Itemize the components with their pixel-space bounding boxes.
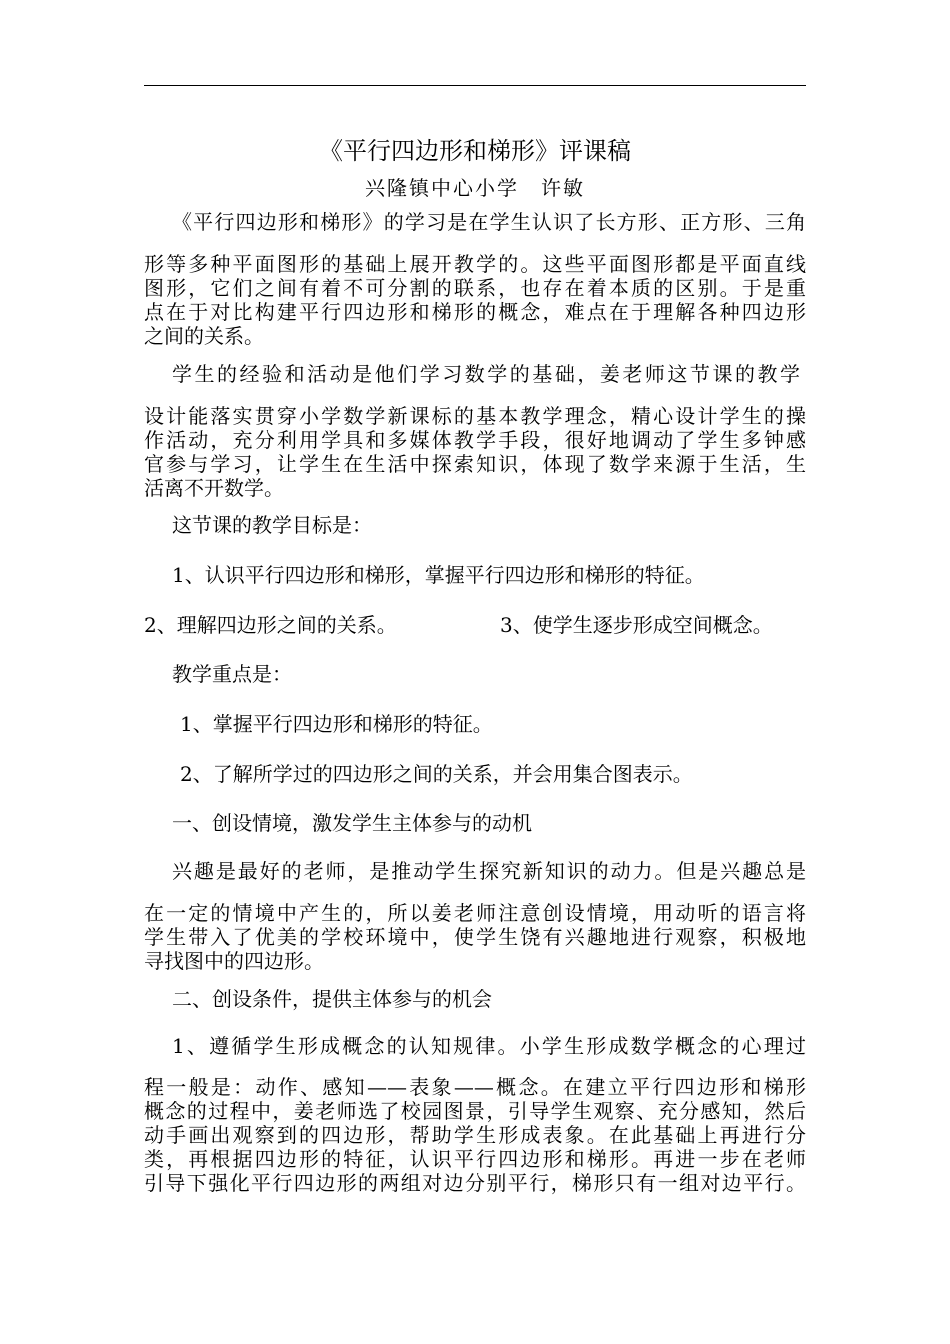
text-line: 活离不开数学。	[144, 476, 284, 500]
text-line: 在一定的情境中产生的，所以姜老师注意创设情境，用动听的语言将	[144, 901, 806, 925]
text-line: 形等多种平面图形的基础上展开教学的。这些平面图形都是平面直线	[144, 252, 806, 276]
text-line: 程一般是：动作、感知——表象——概念。在建立平行四边形和梯形	[144, 1075, 806, 1099]
text-line: 类，再根据四边形的特征，认识平行四边形和梯形。再进一步在老师	[144, 1147, 806, 1171]
section-1-heading: 一、创设情境，激发学生主体参与的动机	[172, 811, 532, 835]
goal-item-1: 1、认识平行四边形和梯形，掌握平行四边形和梯形的特征。	[172, 563, 705, 587]
focus-item-1: 1、掌握平行四边形和梯形的特征。	[180, 712, 493, 736]
goal-item-3: 3、使学生逐步形成空间概念。	[500, 613, 773, 637]
text-line: 点在于对比构建平行四边形和梯形的概念，难点在于理解各种四边形	[144, 300, 806, 324]
text-line: 之间的关系。	[144, 324, 264, 348]
text-line: 学生的经验和活动是他们学习数学的基础，姜老师这节课的教学	[172, 362, 800, 386]
section-2-heading: 二、创设条件，提供主体参与的机会	[172, 987, 492, 1011]
text-line: 兴趣是最好的老师，是推动学生探究新知识的动力。但是兴趣总是	[172, 859, 806, 883]
text-line: 作活动，充分利用学具和多媒体教学手段，很好地调动了学生多钟感	[144, 428, 806, 452]
focus-heading: 教学重点是：	[172, 662, 292, 686]
focus-item-2: 2、了解所学过的四边形之间的关系，并会用集合图表示。	[180, 762, 693, 786]
text-line: 引导下强化平行四边形的两组对边分别平行，梯形只有一组对边平行。	[144, 1171, 806, 1195]
goal-item-2: 2、理解四边形之间的关系。	[144, 613, 397, 637]
text-line: 官参与学习，让学生在生活中探索知识，体现了数学来源于生活，生	[144, 452, 806, 476]
text-line: 图形，它们之间有着不可分割的联系，也存在着本质的区别。于是重	[144, 276, 806, 300]
goals-heading: 这节课的教学目标是：	[172, 513, 372, 537]
text-line: 寻找图中的四边形。	[144, 949, 324, 973]
header-rule	[144, 85, 806, 86]
text-line: 设计能落实贯穿小学数学新课标的基本教学理念，精心设计学生的操	[144, 404, 806, 428]
text-line: 动手画出观察到的四边形，帮助学生形成表象。在此基础上再进行分	[144, 1123, 806, 1147]
text-line: 《平行四边形和梯形》的学习是在学生认识了长方形、正方形、三角	[172, 210, 806, 234]
document-title: 《平行四边形和梯形》评课稿	[319, 137, 631, 165]
text-line: 学生带入了优美的学校环境中，使学生饶有兴趣地进行观察，积极地	[144, 925, 806, 949]
document-author: 兴隆镇中心小学 许敏	[365, 176, 585, 200]
text-line: 1、遵循学生形成概念的认知规律。小学生形成数学概念的心理过	[172, 1034, 806, 1058]
text-line: 概念的过程中，姜老师选了校园图景，引导学生观察、充分感知，然后	[144, 1099, 806, 1123]
